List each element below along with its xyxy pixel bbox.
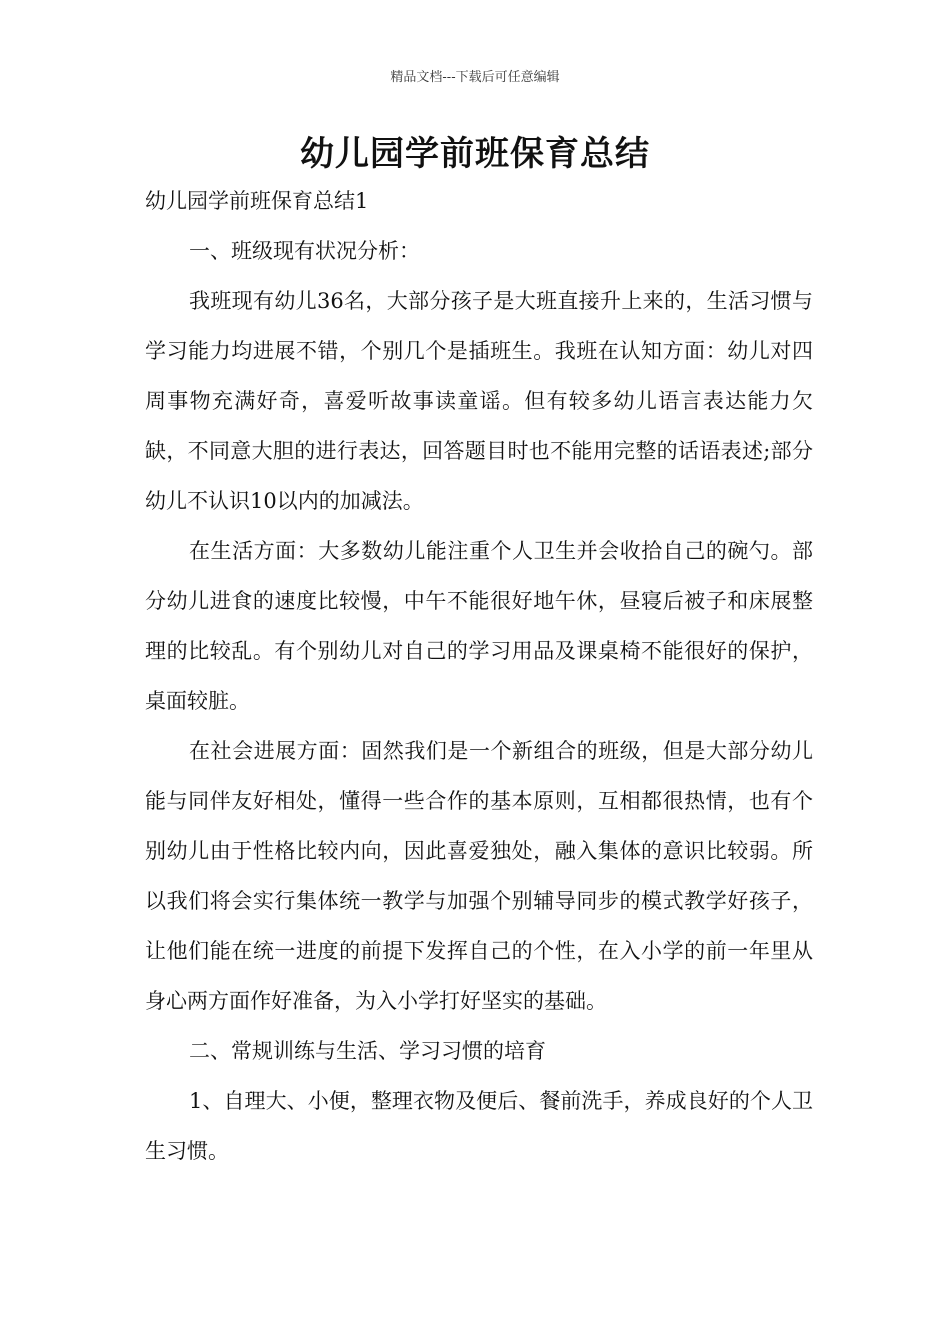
- section-subtitle: 幼儿园学前班保育总结1: [145, 189, 369, 213]
- paragraph: 在社会进展方面：固然我们是一个新组合的班级，但是大部分幼儿能与同伴友好相处，懂得一些合作的基本原则，互相都很热情，也有个别幼儿由于性格比较内向，因此喜爱独处，融入集体的意识比较弱。所以我们将会实行集体统一教学与加强个别辅导同步的模式教学好孩子，让他们能在统一进度的前提下发挥自己的个性，在入小学的前一年里从身心两方面作好准备，为入小学打好坚实的基础。: [145, 739, 813, 1013]
- section-heading: 一、班级现有状况分析：: [189, 239, 420, 263]
- section-heading: 二、常规训练与生活、学习习惯的培育: [189, 1039, 546, 1063]
- document-body: [145, 176, 813, 1176]
- paragraph: 1、自理大、小便，整理衣物及便后、餐前洗手，养成良好的个人卫生习惯。: [145, 1089, 813, 1163]
- header-note: 精品文档---下载后可任意编辑: [390, 70, 560, 85]
- paragraph: 我班现有幼儿36名，大部分孩子是大班直接升上来的，生活习惯与学习能力均进展不错，个别几个是插班生。我班在认知方面：幼儿对四周事物充满好奇，喜爱听故事读童谣。但有较多幼儿语言表达能力欠缺，不同意大胆的进行表达，回答题目时也不能用完整的话语表述;部分幼儿不认识10以内的加减法。: [145, 289, 813, 513]
- paragraph: 在生活方面：大多数幼儿能注重个人卫生并会收拾自己的碗勺。部分幼儿进食的速度比较慢，中午不能很好地午休，昼寝后被子和床展整理的比较乱。有个别幼儿对自己的学习用品及课桌椅不能很好的保护，桌面较脏。: [145, 539, 813, 713]
- document-title: 幼儿园学前班保育总结: [300, 134, 650, 174]
